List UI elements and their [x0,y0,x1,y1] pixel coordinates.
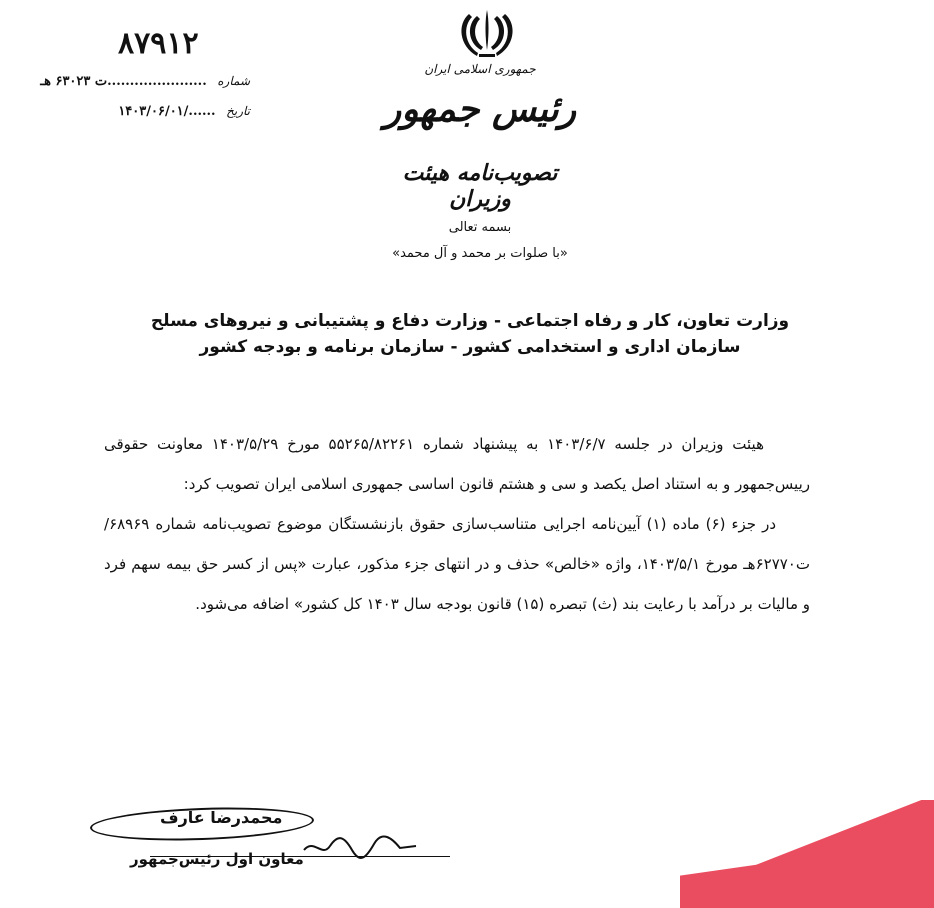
recipients-line-1: وزارت تعاون، کار و رفاه اجتماعی - وزارت دفاع و پشتیبانی و نیروهای مسلح [150,311,790,331]
salawat: «با صلوات بر محمد و آل محمد» [392,246,568,261]
decree-paragraph-2: در جزء (۶) ماده (۱) آیین‌نامه اجرایی متناسب‌سازی حقوق بازنشستگان موضوع تصویب‌نامه شماره ۶۸۹۶۹/ت۶۲۷۷۰هـ مورخ ۱۴۰۳/۵/۱، واژه «خالص» حذف و در انتهای جزء مذکور، عبارت «پس از کسر حق بیمه سهم فرد و مالیات بر درآمد با رعایت بند (ث) تبصره (۱۵) قانون بودجه سال ۱۴۰۳ کل کشور» اضافه می‌شود. [104,515,810,613]
red-stamp [680,800,934,908]
letter-number-label: شماره [217,74,250,88]
document-type: تصویب‌نامه هیئت وزیران [402,160,558,212]
recipients [150,308,790,360]
decree-paragraph-1: هیئت وزیران در جلسه ۱۴۰۳/۶/۷ به پیشنهاد شماره ۵۵۲۶۵/۸۲۲۶۱ مورخ ۱۴۰۳/۵/۲۹ معاونت حقوقی رییس‌جمهور و به استناد اصل یکصد و سی و هشتم قانون اساسی جمهوری اسلامی ایران تصویب کرد: [104,435,810,493]
bismillah: بسمه تعالی [448,220,512,235]
iran-emblem-icon [455,6,519,62]
recipients-line-2: سازمان اداری و استخدامی کشور - سازمان برنامه و بودجه کشور [199,337,741,357]
letter-number [40,74,250,89]
signatory-title: معاون اول رئیس‌جمهور [130,850,304,868]
letter-number-value: ......................ت ۶۳۰۲۳ هـ [40,74,207,89]
decree-body [104,424,810,624]
country-name: جمهوری اسلامی ایران [424,62,536,76]
handwritten-signature [300,832,420,862]
letter-date [118,104,250,119]
signatory-name: محمدرضا عارف [160,808,283,827]
letter-date-label: تاریخ [226,104,250,118]
letter-date-value: ....../۱۴۰۳/۰۶/۰۱ [118,104,216,119]
office-title: رئیس جمهور [383,88,577,130]
reference-number: ۸۷۹۱۲ [118,26,199,61]
